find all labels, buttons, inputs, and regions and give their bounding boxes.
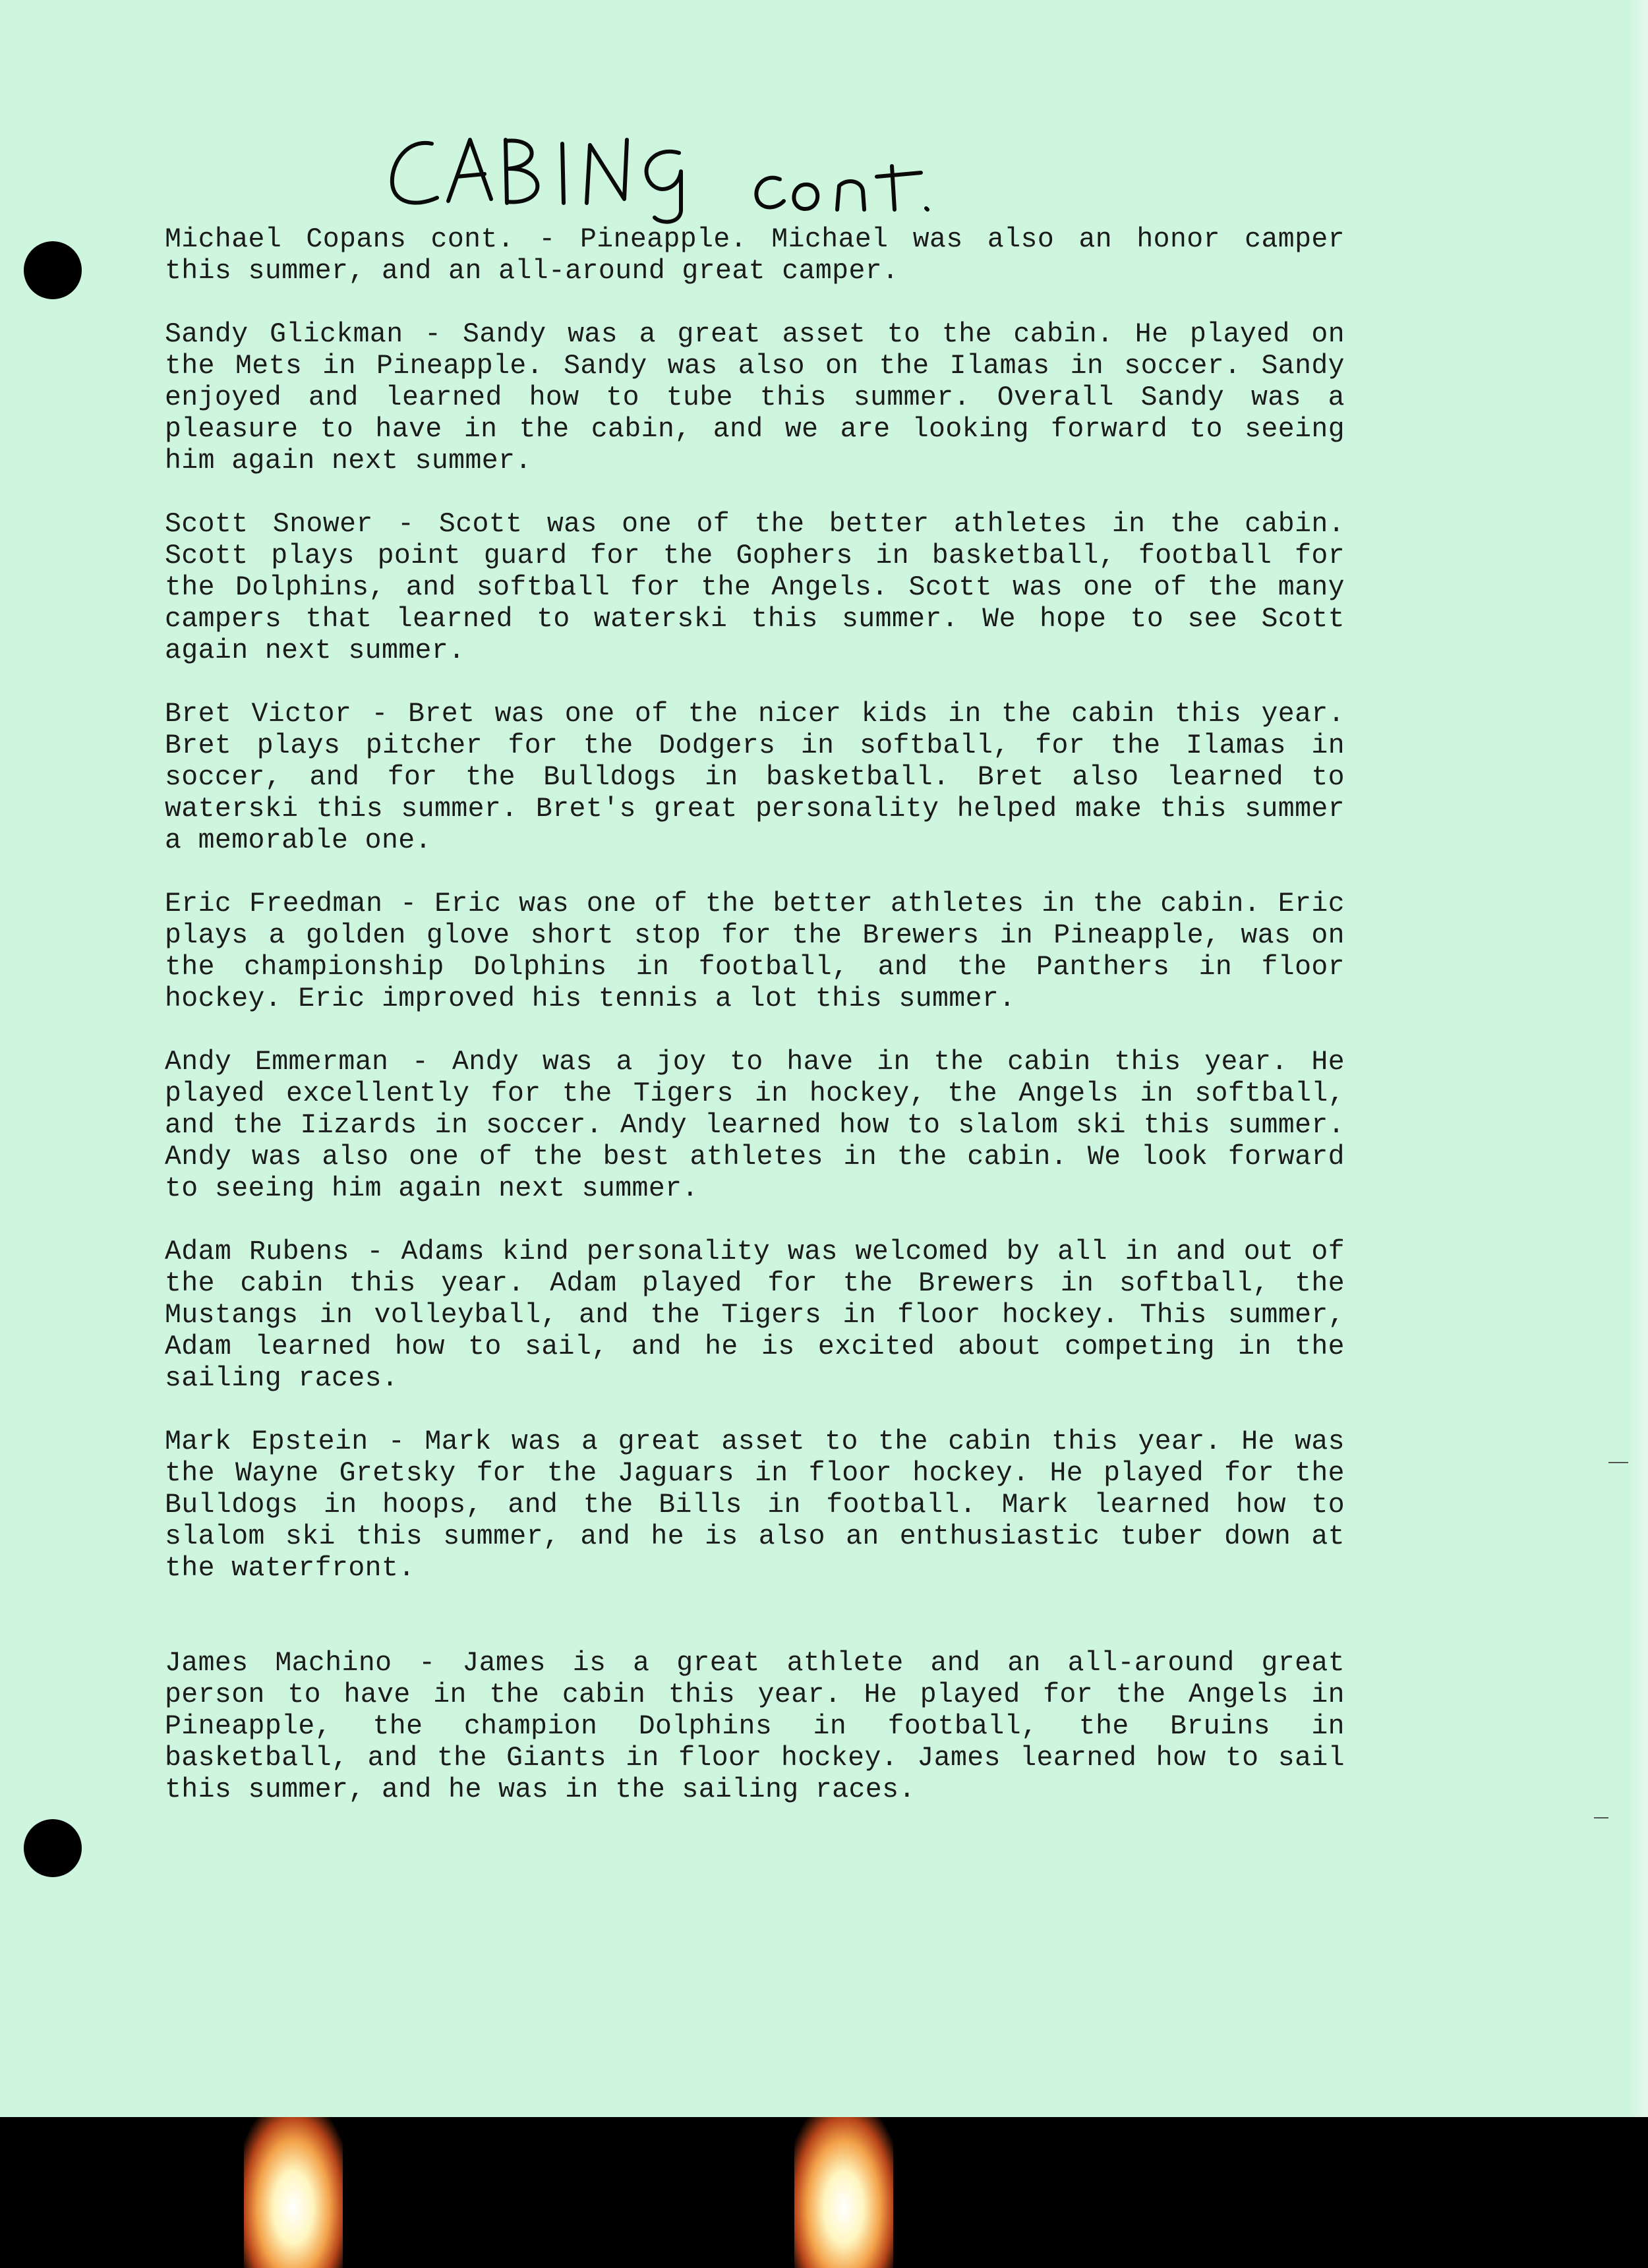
binder-hole-bottom <box>24 1819 82 1877</box>
entry-separator: - <box>372 509 439 540</box>
handwritten-heading <box>386 125 1078 224</box>
camper-description: Eric was one of the better athletes in the cabin. Eric plays a golden glove short stop for the Brewers in Pineapple, was on the championship Dolphins in football, and the Panthers in floor hockey. Eric improved his tennis a lot this summer. <box>165 888 1345 1014</box>
margin-mark <box>1608 1462 1628 1463</box>
camper-entry-glickman <box>165 319 1345 477</box>
entry-separator: - <box>403 319 463 350</box>
scanner-light-flare <box>244 2117 343 2268</box>
camper-name: Sandy Glickman <box>165 319 403 350</box>
camper-description: Bret was one of the nicer kids in the cabin this year. Bret plays pitcher for the Dodgers in softball, for the Ilamas in soccer, and for the Bulldogs in basketball. Bret also learned to waterski this summer. Bret's great personality helped make this summer a memorable one. <box>165 699 1345 856</box>
scanner-light-flare <box>794 2117 893 2268</box>
camper-description: James is a great athlete and an all-around great person to have in the cabin this year. He played for the Angels in Pineapple, the champion Dolphins in football, the Bruins in basketball, and the Giants in floor hockey. James learned how to sail this summer, and he was in the sailing races. <box>165 1648 1345 1805</box>
entry-separator: - <box>382 888 435 919</box>
camper-entry-victor <box>165 699 1345 857</box>
camper-name: James Machino <box>165 1648 392 1679</box>
camper-name: Bret Victor <box>165 699 352 730</box>
entry-separator: - <box>351 699 409 730</box>
camper-description: Adams kind personality was welcomed by all in and out of the cabin this year. Adam played for the Brewers in softball, the Mustangs in volleyball, and the Tigers in floor hockey. This summer, Adam learned how to sail, and he is excited about competing in the sailing races. <box>165 1236 1345 1394</box>
camper-entry-machino <box>165 1648 1345 1806</box>
camper-description: Andy was a joy to have in the cabin this year. He played excellently for the Tigers in hockey, the Angels in softball, and the Iizards in soccer. Andy learned how to slalom ski this summer. Andy was also one of the best athletes in the cabin. We look forward to seeing him again next summer. <box>165 1047 1345 1204</box>
camper-name: Eric Freedman <box>165 888 383 919</box>
camper-entry-freedman <box>165 888 1345 1015</box>
camper-name: Andy Emmerman <box>165 1047 389 1078</box>
camper-entry-copans <box>165 224 1345 287</box>
camper-entry-emmerman <box>165 1047 1345 1205</box>
entry-separator: - <box>514 224 580 255</box>
camper-description: Pineapple. Michael was also an honor camper this summer, and an all-around great camper. <box>165 224 1345 287</box>
page-edge <box>1628 0 1648 2117</box>
entry-separator: - <box>349 1236 401 1267</box>
camper-description: Scott was one of the better athletes in the cabin. Scott plays point guard for the Gophers in basketball, football for the Dolphins, and softball for the Angels. Scott was one of the many campers that learned to waterski this summer. We hope to see Scott again next summer. <box>165 509 1345 666</box>
camper-description: Sandy was a great asset to the cabin. He played on the Mets in Pineapple. Sandy was also on the Ilamas in soccer. Sandy enjoyed and learned how to tube this summer. Overall Sandy was a pleasure to have in the cabin, and we are looking forward to seeing him again next summer. <box>165 319 1345 477</box>
camper-description: Mark was a great asset to the cabin this year. He was the Wayne Gretsky for the Jaguars in floor hockey. He played for the Bulldogs in hoops, and the Bills in football. Mark learned how to slalom ski this summer, and he is also an enthusiastic tuber down at the waterfront. <box>165 1426 1345 1584</box>
camper-name: Mark Epstein <box>165 1426 368 1457</box>
camper-name: Adam Rubens <box>165 1236 349 1267</box>
camper-name: Michael Copans cont. <box>165 224 515 255</box>
entry-separator: - <box>368 1426 425 1457</box>
blank-line <box>165 1616 1345 1648</box>
camper-entry-epstein <box>165 1426 1345 1585</box>
camper-entry-snower <box>165 509 1345 667</box>
handwritten-heading-graphic <box>386 125 1078 224</box>
camper-entry-rubens <box>165 1236 1345 1395</box>
margin-mark <box>1594 1817 1608 1818</box>
entry-separator: - <box>392 1648 463 1679</box>
binder-hole-top <box>24 241 82 299</box>
document-body <box>165 224 1345 1806</box>
entry-separator: - <box>388 1047 452 1078</box>
camper-name: Scott Snower <box>165 509 373 540</box>
